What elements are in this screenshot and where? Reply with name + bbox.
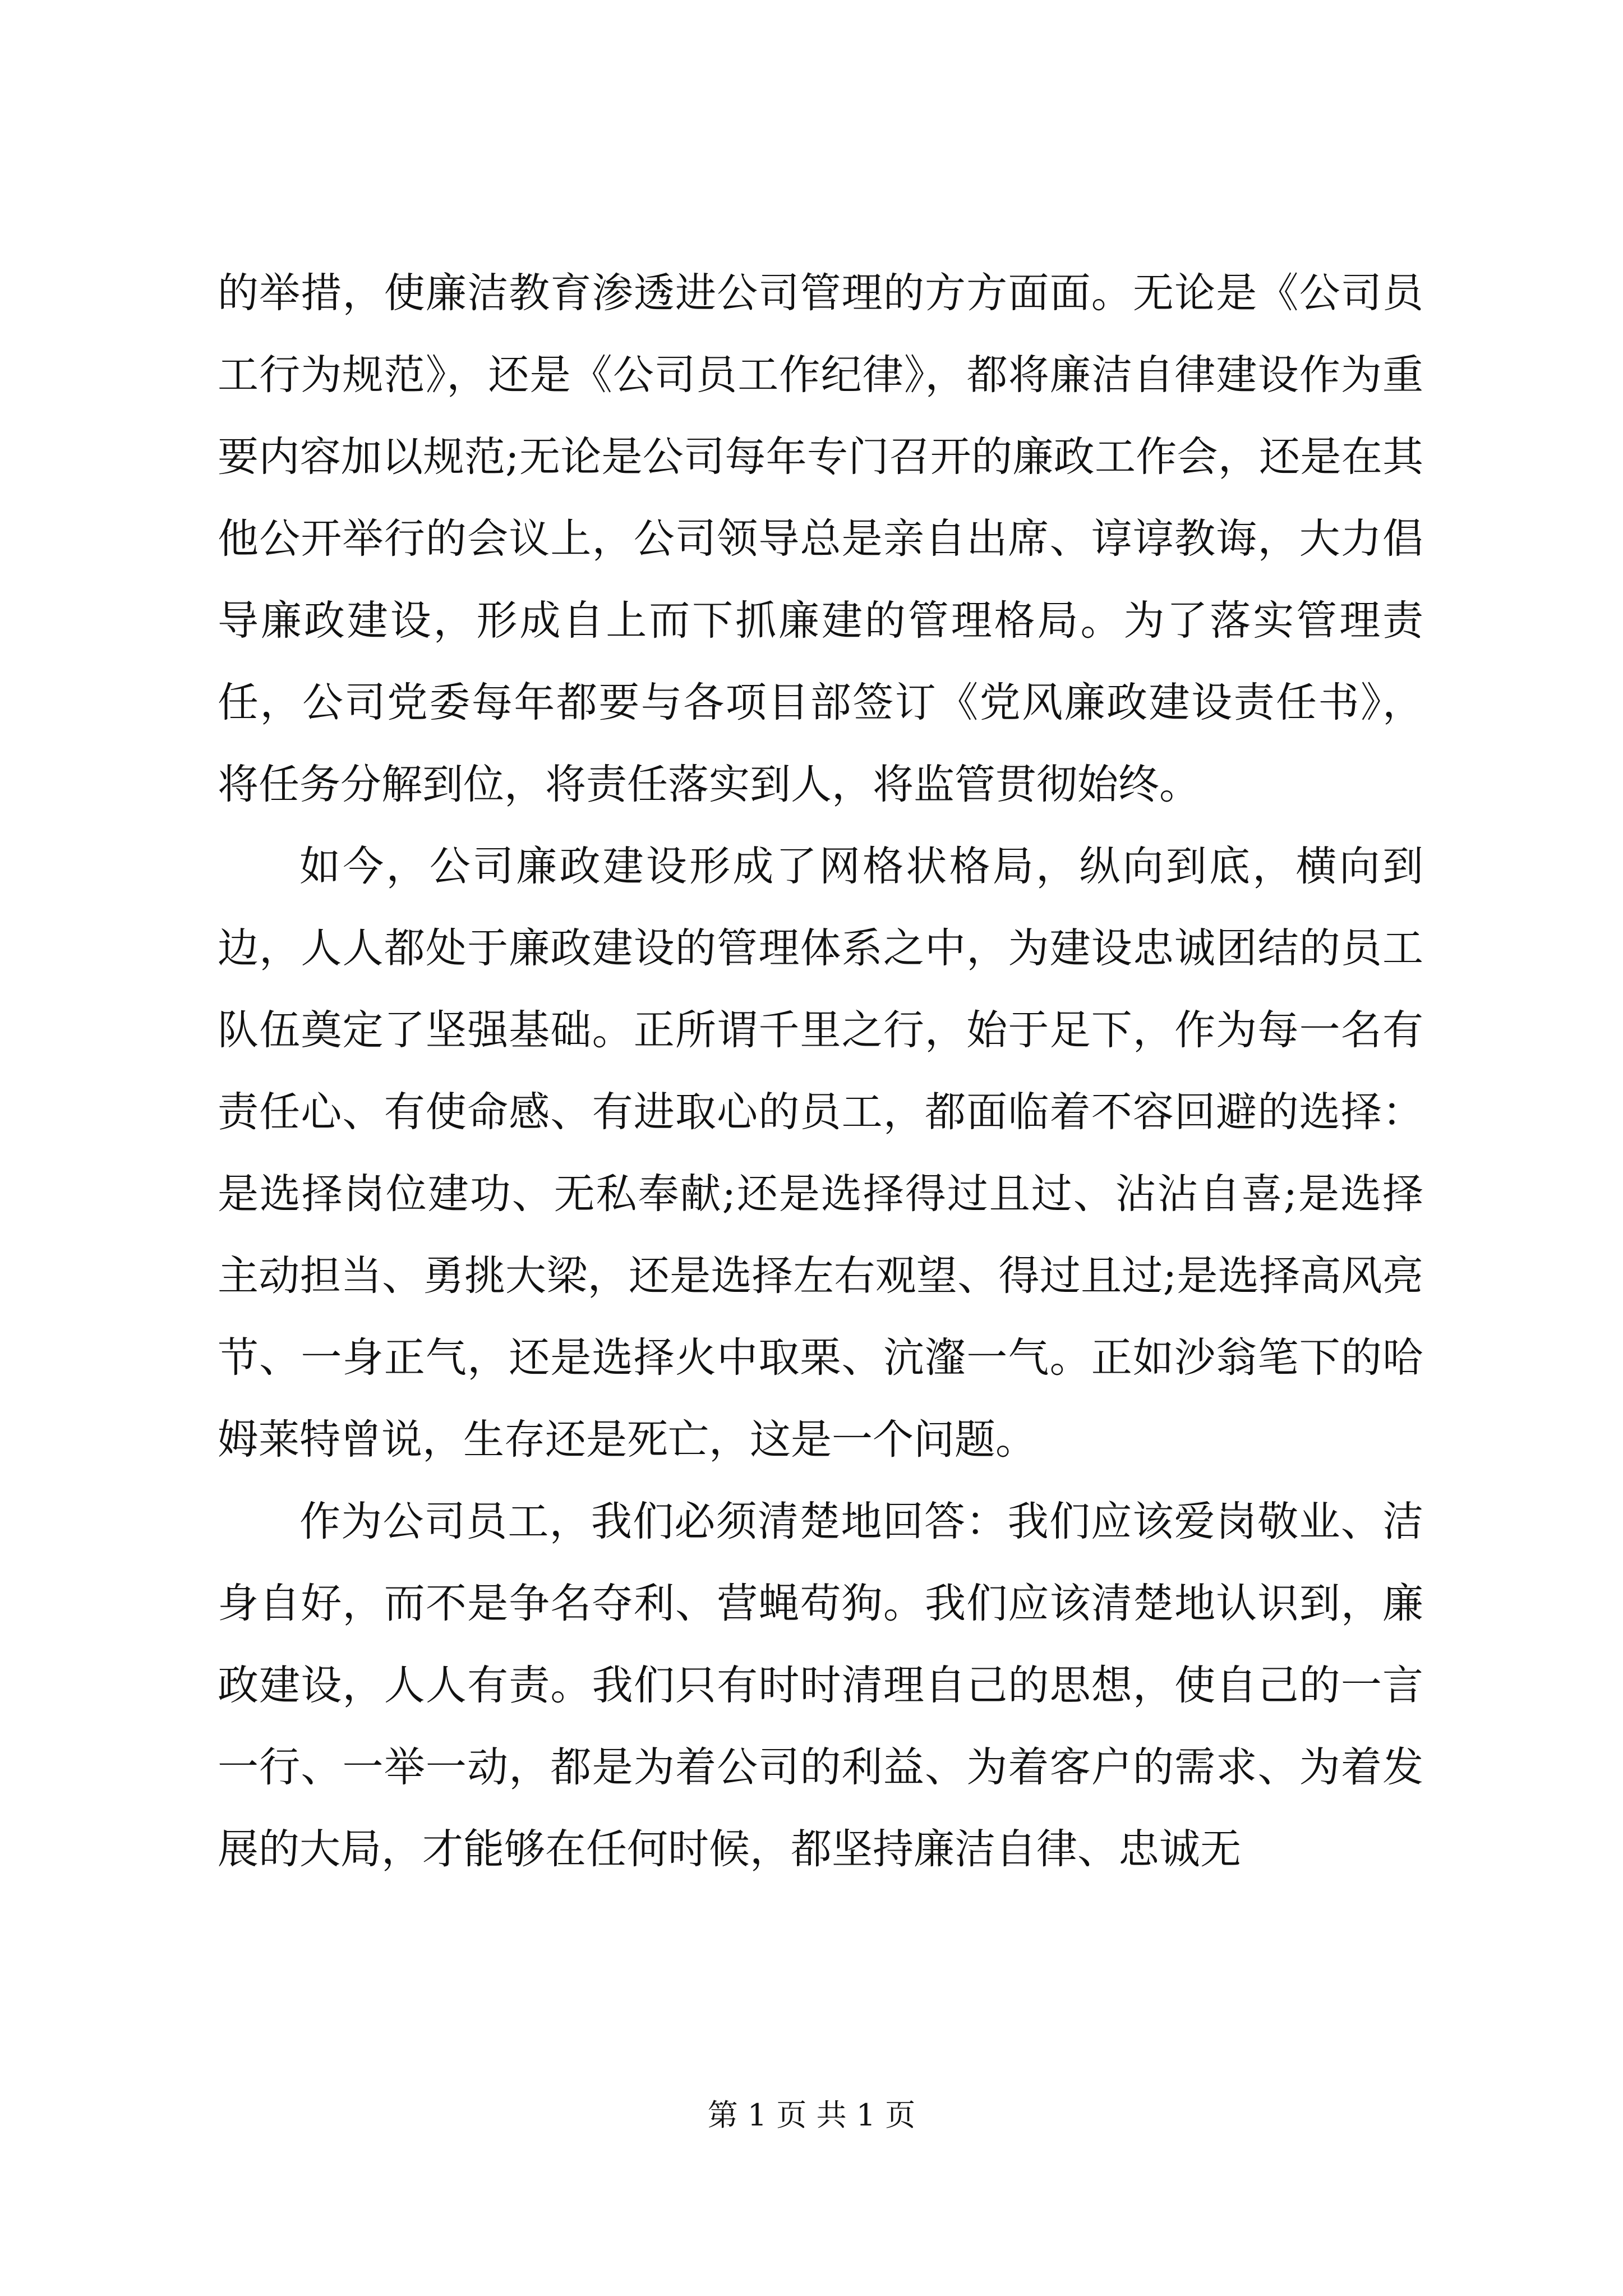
page-footer: 第 1 页 共 1 页 (707, 2097, 916, 2133)
document-body (218, 252, 1423, 1890)
paragraph-1: 的举措，使廉洁教育渗透进公司管理的方方面面。无论是《公司员工行为规范》，还是《公司员工作纪律》，都将廉洁自律建设作为重要内容加以规范;无论是公司每年专门召开的廉政工作会，还是在其他公开举行的会议上，公司领导总是亲自出席、谆谆教诲，大力倡导廉政建设，形成自上而下抓廉建的管理格局。为了落实管理责任，公司党委每年都要与各项目部签订《党风廉政建设责任书》，将任务分解到位，将责任落实到人，将监管贯彻始终。 (218, 269, 1423, 808)
paragraph-3: 作为公司员工，我们必须清楚地回答：我们应该爱岗敬业、洁身自好，而不是争名夺利、营蝇苟狗。我们应该清楚地认识到，廉政建设，人人有责。我们只有时时清理自己的思想，使自己的一言一行、一举一动，都是为着公司的利益、为着客户的需求、为着发展的大局，才能够在任何时候，都坚持廉洁自律、忠诚无 (218, 1498, 1423, 1873)
paragraph-2: 如今，公司廉政建设形成了网格状格局，纵向到底，横向到边，人人都处于廉政建设的管理体系之中，为建设忠诚团结的员工队伍奠定了坚强基础。正所谓千里之行，始于足下，作为每一名有责任心、有使命感、有进取心的员工，都面临着不容回避的选择：是选择岗位建功、无私奉献;还是选择得过且过、沾沾自喜;是选择主动担当、勇挑大梁，还是选择左右观望、得过且过;是选择高风亮节、一身正气，还是选择火中取栗、沆瀣一气。正如沙翁笔下的哈姆莱特曾说，生存还是死亡，这是一个问题。 (218, 843, 1423, 1464)
